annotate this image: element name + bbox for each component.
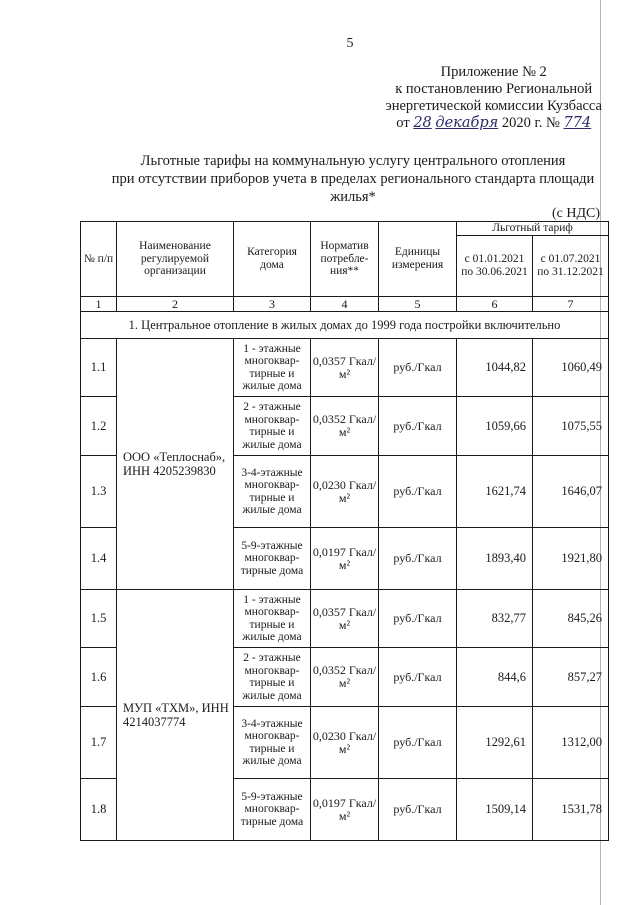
tariff-period-2: 1312,00: [533, 707, 609, 779]
row-number: 1.6: [81, 648, 117, 707]
tariff-period-2: 1075,55: [533, 397, 609, 456]
row-number: 1.7: [81, 707, 117, 779]
tariff-period-2: 857,27: [533, 648, 609, 707]
table-row: [81, 590, 609, 648]
header-tariff: Льготный тариф: [457, 222, 609, 236]
consumption-norm: 0,0357 Гкал/м²: [311, 339, 379, 397]
title-line-1: Льготные тарифы на коммунальную услугу центрального отопления: [140, 153, 566, 169]
commission-name: энергетической комиссии Кузбасса: [385, 98, 602, 114]
approval-block: [385, 64, 602, 132]
tariff-period-1: 1292,61: [457, 707, 533, 779]
consumption-norm: 0,0197 Гкал/м²: [311, 528, 379, 590]
title-line-2: при отсутствии приборов учета в пределах регионального стандарта площади: [111, 171, 595, 187]
tariff-period-2: 1921,80: [533, 528, 609, 590]
title-line-3: жилья*: [330, 189, 376, 205]
handwritten-month: декабря: [435, 115, 499, 131]
house-category: 5-9-этажные многоквар-тирные дома: [234, 779, 311, 841]
row-number: 1.4: [81, 528, 117, 590]
header-number: № п/п: [81, 222, 117, 297]
organization-name: МУП «ТХМ», ИНН 4214037774: [117, 590, 234, 841]
tariff-period-1: 844,6: [457, 648, 533, 707]
resolution-date-line: [385, 115, 602, 132]
house-category: 3-4-этажные многоквар-тирные и жилые дома: [234, 707, 311, 779]
column-number: 3: [234, 297, 311, 312]
tariff-period-2: 845,26: [533, 590, 609, 648]
tariff-table: [80, 221, 609, 841]
house-category: 3-4-этажные многоквар-тирные и жилые дома: [234, 456, 311, 528]
resolution-reference: к постановлению Региональной: [395, 81, 593, 97]
tariff-period-2: 1531,78: [533, 779, 609, 841]
tariff-period-1: 1509,14: [457, 779, 533, 841]
date-year: 2020 г. №: [501, 115, 560, 131]
row-number: 1.5: [81, 590, 117, 648]
consumption-norm: 0,0197 Гкал/м²: [311, 779, 379, 841]
unit: руб./Гкал: [379, 456, 457, 528]
unit: руб./Гкал: [379, 528, 457, 590]
column-number: 2: [117, 297, 234, 312]
unit: руб./Гкал: [379, 590, 457, 648]
document-title: [88, 152, 618, 206]
header-organization: Наименование регулируемой организации: [117, 222, 234, 297]
row-number: 1.2: [81, 397, 117, 456]
page-number: 5: [346, 36, 354, 51]
house-category: 5-9-этажные многоквар-тирные дома: [234, 528, 311, 590]
column-number: 7: [533, 297, 609, 312]
header-period-2: с 01.07.2021 по 31.12.2021: [533, 236, 609, 297]
consumption-norm: 0,0357 Гкал/м²: [311, 590, 379, 648]
row-number: 1.8: [81, 779, 117, 841]
table-row: [81, 339, 609, 397]
column-number: 1: [81, 297, 117, 312]
handwritten-number: 774: [563, 115, 592, 131]
house-category: 1 - этажные многоквар-тирные и жилые дома: [234, 590, 311, 648]
unit: руб./Гкал: [379, 397, 457, 456]
date-prefix: от: [396, 115, 410, 131]
tariff-period-2: 1646,07: [533, 456, 609, 528]
row-number: 1.1: [81, 339, 117, 397]
tariff-period-1: 1044,82: [457, 339, 533, 397]
column-number: 6: [457, 297, 533, 312]
tariff-period-1: 1893,40: [457, 528, 533, 590]
header-period-1: с 01.01.2021 по 30.06.2021: [457, 236, 533, 297]
unit: руб./Гкал: [379, 707, 457, 779]
vat-note: (с НДС): [551, 206, 600, 221]
tariff-period-1: 832,77: [457, 590, 533, 648]
column-number: 4: [311, 297, 379, 312]
consumption-norm: 0,0352 Гкал/м²: [311, 397, 379, 456]
section-title: 1. Центральное отопление в жилых домах до 1999 года постройки включительно: [81, 312, 609, 339]
consumption-norm: 0,0230 Гкал/м²: [311, 707, 379, 779]
consumption-norm: 0,0230 Гкал/м²: [311, 456, 379, 528]
unit: руб./Гкал: [379, 339, 457, 397]
tariff-period-1: 1059,66: [457, 397, 533, 456]
tariff-period-1: 1621,74: [457, 456, 533, 528]
unit: руб./Гкал: [379, 779, 457, 841]
unit: руб./Гкал: [379, 648, 457, 707]
tariff-period-2: 1060,49: [533, 339, 609, 397]
row-number: 1.3: [81, 456, 117, 528]
column-number: 5: [379, 297, 457, 312]
header-unit: Единицы измерения: [379, 222, 457, 297]
house-category: 2 - этажные многоквар-тирные и жилые дома: [234, 648, 311, 707]
organization-name: ООО «Теплоснаб», ИНН 4205239830: [117, 339, 234, 590]
consumption-norm: 0,0352 Гкал/м²: [311, 648, 379, 707]
house-category: 2 - этажные многоквар-тирные и жилые дома: [234, 397, 311, 456]
appendix-label: Приложение № 2: [440, 64, 547, 80]
header-norm: Норматив потребле-ния**: [311, 222, 379, 297]
header-category: Категория дома: [234, 222, 311, 297]
house-category: 1 - этажные многоквар-тирные и жилые дома: [234, 339, 311, 397]
handwritten-day: 28: [413, 115, 432, 131]
